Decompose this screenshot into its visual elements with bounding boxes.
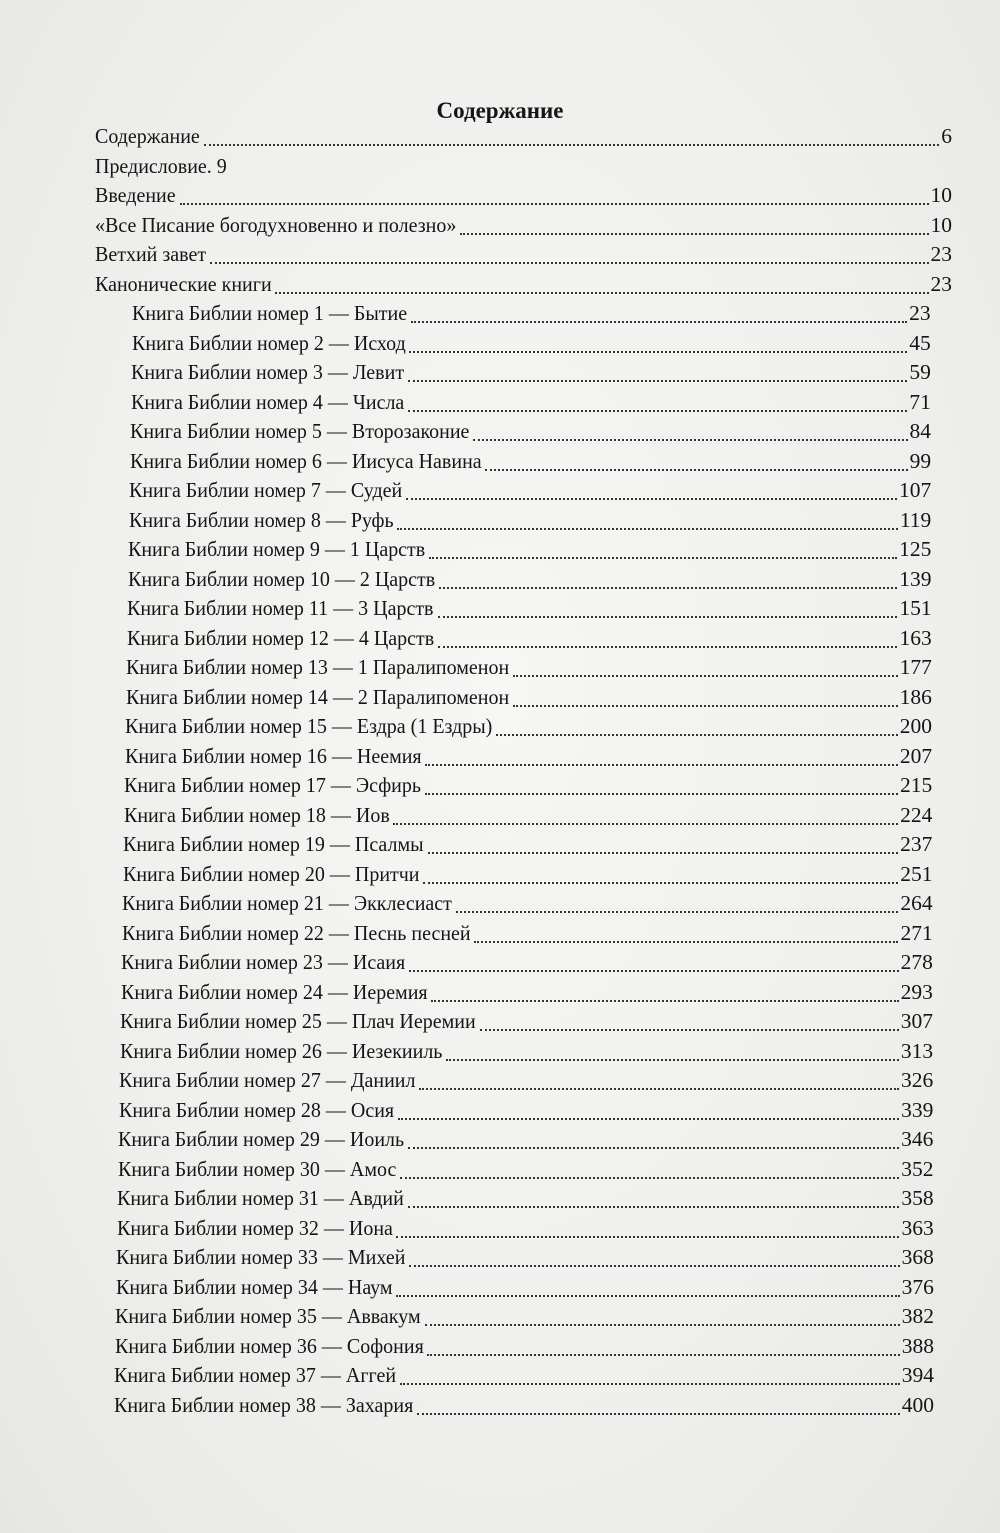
toc-entry-page: 45 [909, 330, 931, 355]
toc-entry-page: 99 [909, 448, 932, 473]
toc-entry [0, 152, 1000, 182]
toc-entry-label: Книга Библии номер 7 — Судей [129, 478, 403, 502]
toc-entry-label: Книга Библии номер 19 — Псалмы [123, 832, 424, 856]
dot-leader [409, 351, 907, 353]
toc-entry-label: Книга Библии номер 18 — Иов [123, 802, 390, 827]
toc-entry-page: 264 [900, 891, 933, 915]
toc-entry-label: Книга Библии номер 8 — Руфь [128, 507, 394, 532]
toc-entry-page: 125 [899, 537, 932, 561]
toc-entry-page: 339 [901, 1097, 934, 1122]
dot-leader [438, 616, 898, 618]
dot-leader [398, 1118, 899, 1120]
toc-entry [0, 1391, 1000, 1421]
dot-leader [397, 528, 898, 530]
toc-entry [0, 978, 1000, 1008]
toc-entry [0, 270, 1000, 300]
toc-entry-page: 363 [901, 1215, 934, 1240]
toc-entry-label: Книга Библии номер 28 — Осия [118, 1097, 394, 1122]
dot-leader [456, 911, 898, 913]
dot-leader [409, 970, 898, 972]
table-of-contents [0, 122, 1000, 1420]
toc-entry-label: Книга Библии номер 4 — Числа [130, 389, 404, 414]
dot-leader [513, 705, 898, 707]
toc-entry-label: Книга Библии номер 2 — Исход [131, 330, 406, 355]
toc-entry [0, 1302, 1000, 1332]
toc-entry [0, 535, 1000, 565]
toc-entry-label: Книга Библии номер 29 — Иоиль [118, 1127, 405, 1151]
toc-entry-label: Книга Библии номер 25 — Плач Иеремии [120, 1009, 476, 1033]
toc-entry [0, 830, 1000, 860]
toc-entry [0, 1361, 1000, 1391]
toc-entry [0, 1184, 1000, 1214]
toc-entry-page: 163 [899, 625, 932, 650]
dot-leader [396, 1236, 899, 1238]
toc-entry-page: 224 [900, 802, 933, 827]
toc-entry-label: Содержание [95, 124, 200, 148]
toc-entry [0, 1007, 1000, 1037]
toc-entry-page: 207 [899, 743, 933, 768]
toc-entry-label: Книга Библии номер 10 — 2 Царств [127, 566, 435, 591]
toc-entry-label: Введение [94, 183, 176, 207]
toc-entry [0, 122, 1000, 152]
toc-entry-label: Книга Библии номер 24 — Иеремия [120, 979, 428, 1004]
toc-entry [0, 801, 1000, 831]
toc-entry-page: 200 [899, 714, 932, 738]
toc-entry-page: 107 [898, 478, 932, 502]
dot-leader [427, 1354, 899, 1356]
toc-entry-page: 271 [900, 920, 933, 945]
toc-entry [0, 653, 1000, 683]
toc-entry-page: 326 [900, 1068, 934, 1092]
dot-leader [446, 1059, 899, 1061]
toc-entry [0, 712, 1000, 742]
toc-entry [0, 181, 1000, 211]
toc-entry-label: «Все Писание богодухновенно и полезно» [94, 212, 457, 237]
toc-entry-label: Книга Библии номер 31 — Авдий [117, 1186, 404, 1210]
toc-entry-label: Книга Библии номер 12 — 4 Царств [126, 625, 434, 650]
dot-leader [419, 1088, 898, 1090]
toc-entry-label: Книга Библии номер 35 — Аввакум [115, 1304, 421, 1328]
toc-entry-page: 59 [909, 360, 931, 384]
toc-entry [0, 742, 1000, 772]
dot-leader [408, 1147, 899, 1149]
dot-leader [460, 233, 928, 235]
dot-leader [429, 557, 897, 559]
dot-leader [400, 1383, 900, 1385]
dot-leader [400, 1177, 899, 1179]
toc-entry-page: 251 [900, 861, 933, 886]
dot-leader [411, 321, 907, 323]
toc-entry-page: 382 [901, 1304, 934, 1328]
toc-entry-page: 307 [900, 1009, 933, 1033]
toc-entry-label: Книга Библии номер 6 — Иисуса Навина [129, 448, 482, 473]
toc-entry-page: 23 [909, 301, 931, 325]
toc-entry [0, 594, 1000, 624]
dot-leader [425, 1324, 900, 1326]
toc-entry-page: 346 [901, 1127, 934, 1151]
dot-leader [431, 1000, 899, 1002]
toc-entry-label: Книга Библии номер 1 — Бытие [132, 301, 408, 325]
toc-entry-page: 84 [909, 419, 931, 443]
dot-leader [480, 1029, 899, 1031]
dot-leader [513, 675, 897, 677]
dot-leader [485, 469, 907, 471]
toc-entry [0, 447, 1000, 477]
dot-leader [428, 852, 899, 854]
dot-leader [417, 1413, 900, 1415]
toc-entry-label: Книга Библии номер 11 — 3 Царств [127, 596, 434, 620]
toc-entry [0, 683, 1000, 713]
toc-entry [0, 358, 1000, 388]
toc-entry-page: 358 [901, 1186, 934, 1210]
dot-leader [210, 262, 929, 264]
toc-entry [0, 1214, 1000, 1244]
toc-entry-label: Книга Библии номер 13 — 1 Паралипоменон [126, 655, 510, 679]
dot-leader [439, 587, 898, 589]
toc-entry [0, 771, 1000, 801]
toc-entry-label: Книга Библии номер 34 — Наум [115, 1274, 393, 1299]
toc-entry-page: 368 [901, 1245, 934, 1269]
toc-entry-page: 71 [909, 389, 931, 414]
toc-entry-page: 278 [900, 950, 933, 974]
dot-leader [408, 380, 907, 382]
toc-entry-label: Канонические книги [94, 271, 272, 296]
toc-entry-label: Книга Библии номер 14 — 2 Паралипоменон [125, 684, 509, 709]
toc-entry-label: Книга Библии номер 16 — Неемия [124, 743, 422, 768]
toc-entry-label: Книга Библии номер 9 — 1 Царств [128, 537, 426, 561]
toc-entry-label: Книга Библии номер 23 — Исаия [121, 950, 406, 974]
toc-entry-page: 376 [901, 1274, 934, 1299]
dot-leader [496, 734, 897, 736]
dot-leader [423, 882, 898, 884]
dot-leader [473, 439, 907, 441]
dot-leader [393, 823, 898, 825]
dot-leader [438, 646, 898, 648]
toc-entry-label: Ветхий завет [94, 242, 206, 266]
toc-entry [0, 240, 1000, 270]
toc-entry-page: 139 [899, 566, 932, 591]
toc-entry [0, 388, 1000, 418]
toc-entry-label: Книга Библии номер 15 — Ездра (1 Ездры) [125, 714, 493, 738]
toc-entry-page: 6 [941, 124, 952, 148]
toc-entry-page: 394 [901, 1363, 934, 1387]
toc-entry-label: Книга Библии номер 30 — Амос [117, 1156, 396, 1181]
toc-entry [0, 1155, 1000, 1185]
toc-entry [0, 506, 1000, 536]
toc-entry-page: 293 [900, 979, 933, 1004]
toc-entry-label: Книга Библии номер 37 — Аггей [114, 1363, 397, 1387]
toc-entry-label: Книга Библии номер 33 — Михей [116, 1245, 406, 1269]
toc-entry-label: Книга Библии номер 5 — Второзаконие [130, 419, 470, 443]
toc-entry-page: 352 [901, 1156, 934, 1181]
toc-entry-page: 400 [901, 1392, 934, 1417]
dot-leader [474, 941, 898, 943]
toc-entry [0, 948, 1000, 978]
toc-entry-label: Книга Библии номер 17 — Эсфирь [124, 773, 421, 797]
toc-entry [0, 1066, 1000, 1096]
toc-entry [0, 476, 1000, 506]
toc-entry-page: 119 [899, 507, 932, 532]
toc-entry-label: Книга Библии номер 3 — Левит [131, 360, 405, 384]
dot-leader [408, 410, 908, 412]
toc-entry-label: Книга Библии номер 20 — Притчи [122, 861, 420, 886]
dot-leader [396, 1295, 900, 1297]
toc-entry-label: Книга Библии номер 38 — Захария [113, 1392, 413, 1417]
toc-entry-page: 177 [899, 655, 932, 679]
toc-entry-page: 23 [930, 271, 952, 296]
toc-entry-page: 151 [899, 596, 932, 620]
dot-leader [406, 498, 897, 500]
page-title: Содержание [436, 98, 564, 123]
toc-entry [0, 1332, 1000, 1362]
toc-entry-page: 186 [899, 684, 932, 709]
toc-entry [0, 1125, 1000, 1155]
toc-entry [0, 299, 1000, 329]
toc-entry [0, 624, 1000, 654]
toc-entry [0, 1273, 1000, 1303]
toc-entry-label: Книга Библии номер 27 — Даниил [119, 1068, 416, 1092]
toc-entry [0, 1096, 1000, 1126]
toc-entry-page: 10 [930, 183, 952, 207]
dot-leader [425, 793, 898, 795]
toc-entry [0, 417, 1000, 447]
toc-entry [0, 860, 1000, 890]
dot-leader [180, 203, 929, 205]
toc-entry-label: Книга Библии номер 21 — Экклесиаст [122, 891, 452, 915]
toc-entry-page: 388 [901, 1333, 934, 1358]
toc-entry [0, 211, 1000, 241]
toc-entry [0, 889, 1000, 919]
toc-entry [0, 1243, 1000, 1273]
dot-leader [408, 1206, 900, 1208]
toc-entry-page: 23 [930, 242, 952, 266]
toc-entry-label: Книга Библии номер 22 — Песнь песней [121, 920, 471, 945]
toc-entry-page: 215 [899, 773, 933, 797]
toc-entry [0, 329, 1000, 359]
toc-entry [0, 1037, 1000, 1067]
toc-entry-label: Книга Библии номер 32 — Иона [116, 1215, 393, 1240]
toc-entry-label: Книга Библии номер 36 — Софония [114, 1333, 424, 1358]
toc-entry-label: Предисловие. 9 [94, 153, 227, 178]
dot-leader [275, 292, 928, 294]
toc-entry-page: 10 [930, 212, 952, 237]
dot-leader [409, 1265, 899, 1267]
dot-leader [204, 144, 939, 146]
toc-entry [0, 919, 1000, 949]
toc-entry [0, 565, 1000, 595]
toc-entry-page: 313 [900, 1038, 934, 1063]
toc-entry-label: Книга Библии номер 26 — Иезекииль [119, 1038, 442, 1063]
toc-entry-page: 237 [900, 832, 933, 856]
dot-leader [425, 764, 898, 766]
